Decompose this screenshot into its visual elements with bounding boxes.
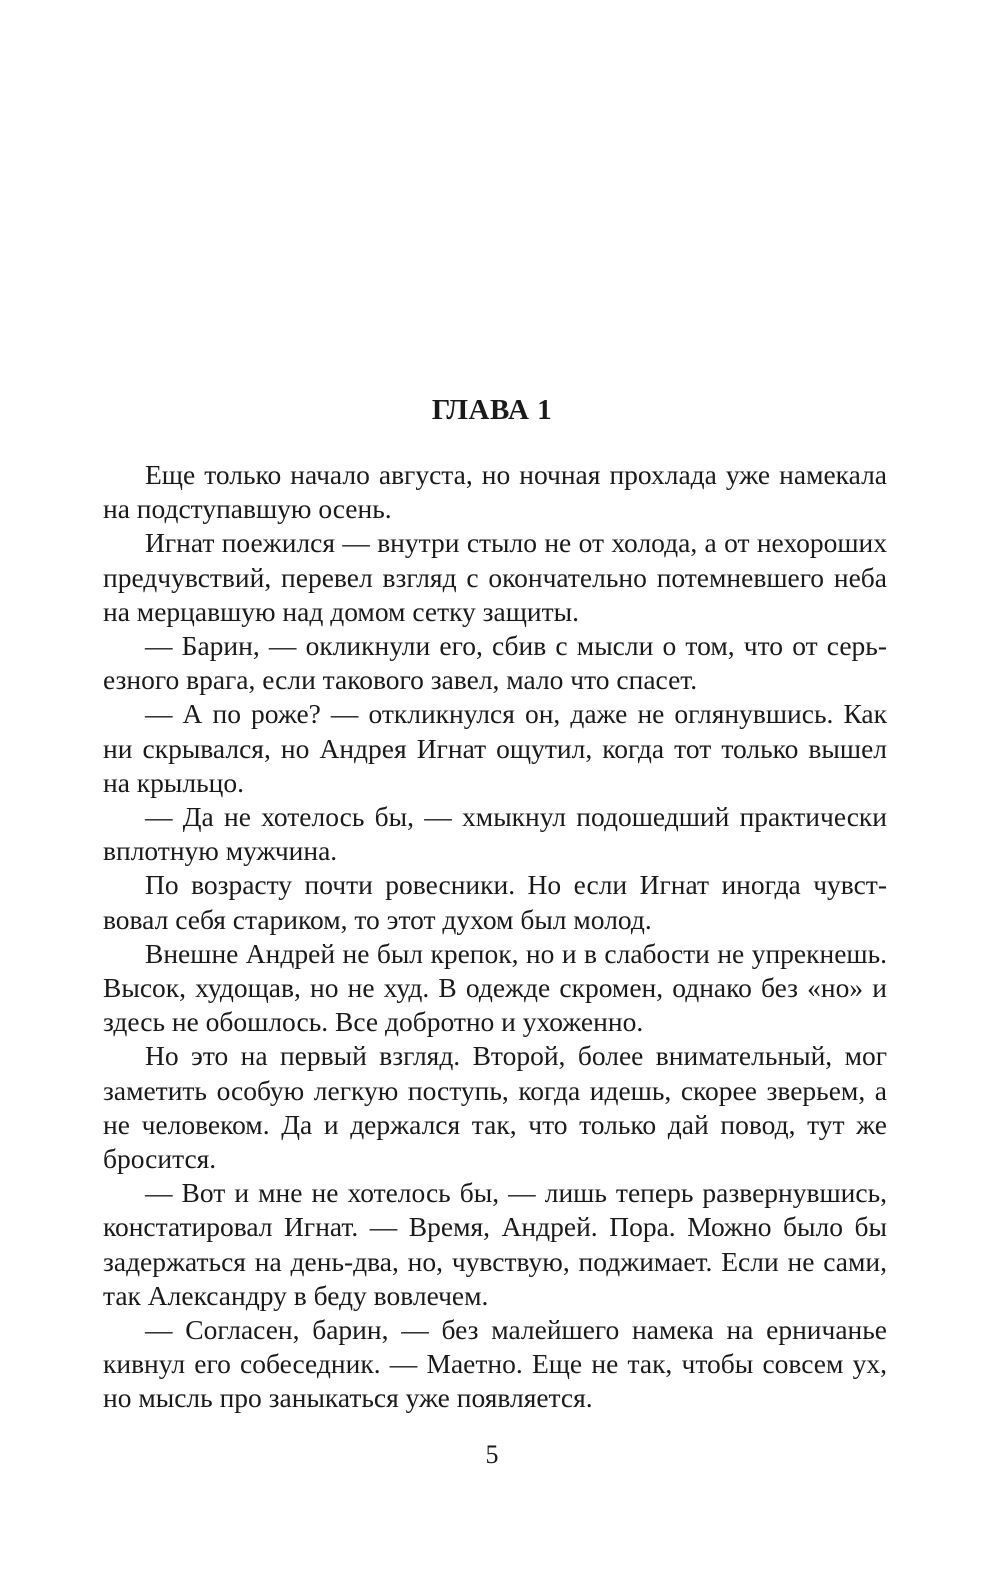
paragraph: — Согласен, барин, — без малейшего намека на ерничанье кивнул его собеседник. — Маетно. Еще не так, чтобы совсем ух, но мысль про заныкаться уже появляется. bbox=[103, 1314, 887, 1414]
chapter-title: ГЛАВА 1 bbox=[431, 394, 553, 426]
paragraph: — Да не хотелось бы, — хмыкнул подошедший практически вплотную мужчина. bbox=[103, 801, 887, 867]
paragraph: Еще только начало августа, но ночная прохлада уже намекала на подступавшую осень. bbox=[103, 459, 887, 525]
paragraph: Но это на первый взгляд. Второй, более внимательный, мог заметить особую легкую поступь, когда идешь, скорее зверьем, а не человеком. Да и держался так, что только дай повод, тут же бросится. bbox=[103, 1040, 887, 1175]
paragraph: — А по роже? — откликнулся он, даже не оглянувшись. Как ни скрывался, но Андрея Игнат ощутил, когда тот только вышел на крыльцо. bbox=[103, 698, 887, 798]
paragraph: — Барин, — окликнули его, сбив с мысли о том, что от серьезного врага, если такового завел, мало что спасет. bbox=[103, 630, 887, 696]
page-number: 5 bbox=[485, 1440, 499, 1469]
paragraph: Игнат поежился — внутри стыло не от холода, а от нехороших предчувствий, перевел взгляд с окончательно потемневшего неба на мерцавшую над домом сетку защиты. bbox=[103, 527, 887, 627]
paragraph: — Вот и мне не хотелось бы, — лишь теперь развернувшись, констатировал Игнат. — Время, Андрей. Пора. Можно было бы задержаться на день-два, но, чувствую, поджимает. Если не сами, так Александру в беду вовлечем. bbox=[103, 1177, 887, 1311]
paragraph: Внешне Андрей не был крепок, но и в слабости не упрекнешь. Высок, худощав, но не худ. В одежде скромен, однако без «но» и здесь не обошлось. Все добротно и ухоженно. bbox=[103, 937, 887, 1038]
paragraph: По возрасту почти ровесники. Но если Игнат иногда чувствовал себя стариком, то этот духом был молод. bbox=[103, 869, 887, 935]
chapter-text bbox=[103, 458, 887, 1416]
